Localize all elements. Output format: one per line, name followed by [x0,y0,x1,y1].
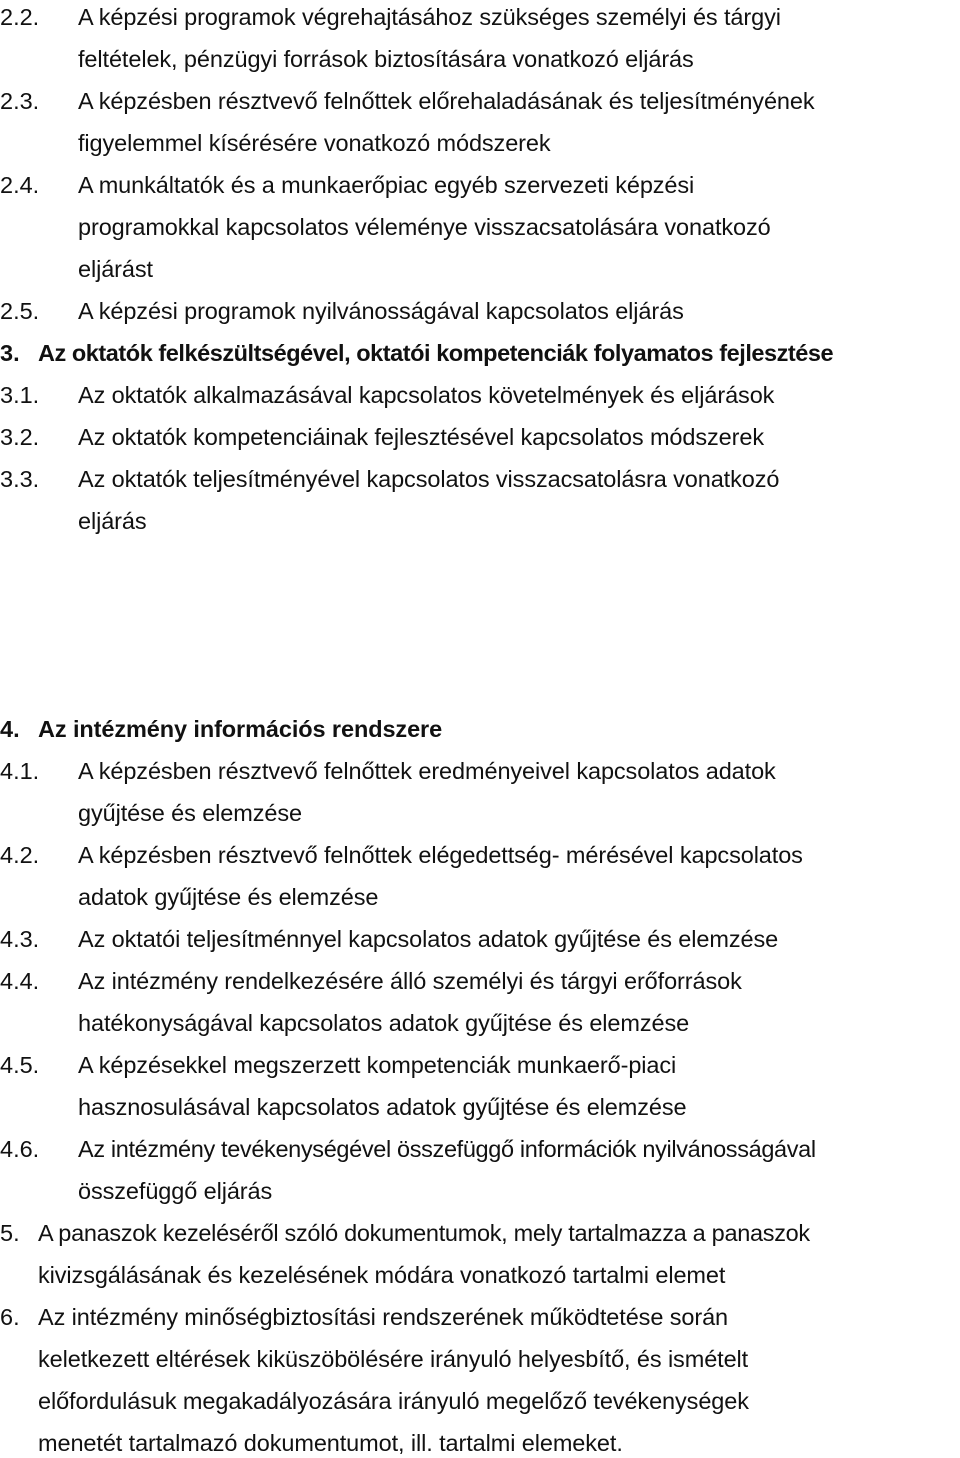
item-number: 6. [0,1304,20,1330]
item-text: menetét tartalmazó dokumentumot, ill. tartalmi elemeket. [38,1430,623,1456]
item-text: előfordulásuk megakadályozására irányuló megelőző tevékenységek [38,1388,749,1414]
item-text: A képzési programok végrehajtásához szükséges személyi és tárgyi [78,4,781,30]
item-text: kivizsgálásának és kezelésének módára vonatkozó tartalmi elemet [38,1262,726,1288]
item-text: keletkezett eltérések kiküszöbölésére irányuló helyesbítő, és ismételt [38,1346,749,1372]
item-text: programokkal kapcsolatos véleménye visszacsatolására vonatkozó [78,214,771,240]
item-text: adatok gyűjtése és elemzése [78,884,379,910]
item-number: 2.4. [0,172,40,198]
item-text: Az intézmény minőségbiztosítási rendszerének működtetése során [38,1304,729,1330]
item-text: A képzésekkel megszerzett kompetenciák munkaerő-piaci [78,1052,677,1078]
item-number: 4.3. [0,926,40,952]
item-text: figyelemmel kísérésére vonatkozó módszerek [78,130,551,156]
item-text: Az oktatói teljesítménnyel kapcsolatos adatok gyűjtése és elemzése [78,926,779,952]
item-number: 3.1. [0,382,40,408]
section-heading: Az intézmény információs rendszere [38,716,443,742]
item-number: 2.5. [0,298,40,324]
item-text: feltételek, pénzügyi források biztosítására vonatkozó eljárás [78,46,694,72]
section-number: 3. [0,340,20,366]
item-text: A panaszok kezeléséről szóló dokumentumok, mely tartalmazza a panaszok [38,1220,810,1246]
item-text: eljárás [78,508,147,534]
item-text: hasznosulásával kapcsolatos adatok gyűjtése és elemzése [78,1094,687,1120]
item-number: 3.2. [0,424,40,450]
item-text: A munkáltatók és a munkaerőpiac egyéb szervezeti képzési [78,172,695,198]
item-text: összefüggő eljárás [78,1178,273,1204]
item-text: Az oktatók alkalmazásával kapcsolatos követelmények és eljárások [78,382,775,408]
item-text: Az oktatók teljesítményével kapcsolatos visszacsatolásra vonatkozó [78,466,780,492]
item-number: 4.1. [0,758,40,784]
item-text: gyűjtése és elemzése [78,800,302,826]
item-text: eljárást [78,256,153,282]
item-text: Az intézmény tevékenységével összefüggő információk nyilvánosságával [78,1136,816,1162]
item-number: 4.5. [0,1052,40,1078]
item-number: 3.3. [0,466,40,492]
item-text: A képzésben résztvevő felnőttek előrehaladásának és teljesítményének [78,88,815,114]
section-number: 4. [0,716,20,742]
item-number: 4.4. [0,968,40,994]
item-text: A képzésben résztvevő felnőttek elégedettség- mérésével kapcsolatos [78,842,803,868]
item-text: Az intézmény rendelkezésére álló személyi és tárgyi erőforrások [78,968,742,994]
item-number: 5. [0,1220,20,1246]
item-text: A képzési programok nyilvánosságával kapcsolatos eljárás [78,298,684,324]
section-heading: Az oktatók felkészültségével, oktatói kompetenciák folyamatos fejlesztése [38,340,834,366]
item-number: 2.2. [0,4,40,30]
item-number: 4.2. [0,842,40,868]
item-number: 2.3. [0,88,40,114]
item-text: A képzésben résztvevő felnőttek eredményeivel kapcsolatos adatok [78,758,776,784]
item-text: Az oktatók kompetenciáinak fejlesztésével kapcsolatos módszerek [78,424,764,450]
item-text: hatékonyságával kapcsolatos adatok gyűjtése és elemzése [78,1010,690,1036]
item-number: 4.6. [0,1136,40,1162]
